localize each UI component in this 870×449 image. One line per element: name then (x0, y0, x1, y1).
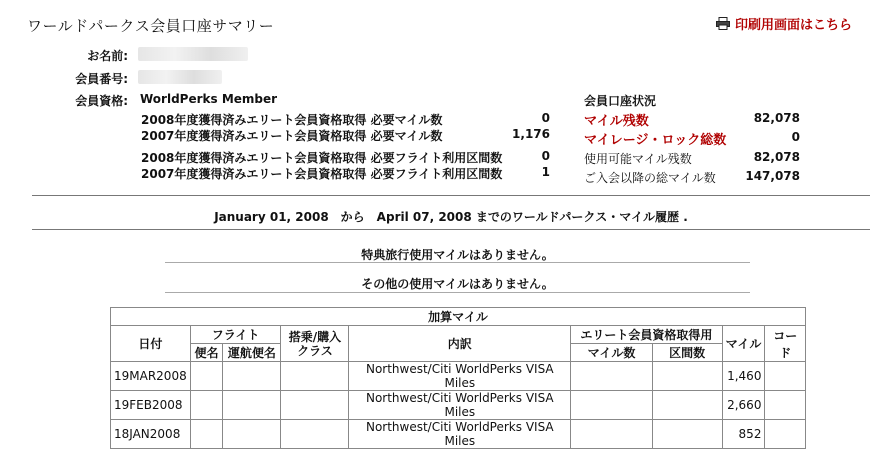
table-caption: 加算マイル (111, 308, 806, 326)
printer-icon (716, 17, 730, 30)
total-miles-label: ご入会以降の総マイル数 (584, 171, 716, 185)
award-miles-message: 特典旅行使用マイルはありません。 (361, 248, 554, 262)
col-elite: エリート会員資格取得用 (571, 326, 722, 344)
col-detail: 内訳 (349, 326, 571, 362)
print-link-label[interactable]: 印刷用画面はこちら (734, 18, 852, 33)
col-date: 日付 (111, 326, 191, 362)
elite-2007-miles-value: 1,176 (512, 127, 550, 141)
accrued-miles-table (110, 307, 806, 449)
print-view-link[interactable] (716, 14, 852, 33)
usable-miles-label: 使用可能マイル残数 (584, 152, 692, 166)
col-elite-segments: 区間数 (652, 344, 722, 362)
col-flight-no: 便名 (190, 344, 223, 362)
table-row (111, 362, 806, 391)
col-miles: マイル (722, 326, 765, 362)
mileage-lock-value: 0 (791, 130, 800, 144)
divider-top (32, 195, 870, 196)
miles-balance-value: 82,078 (753, 111, 800, 125)
other-underline (165, 292, 750, 293)
history-range: January 01, 2008 から April 07, 2008 までのワールドパークス・マイル履歴 . (214, 210, 688, 224)
row-miles: 1,460 (722, 362, 765, 391)
col-operating: 運航便名 (223, 344, 281, 362)
elite-2008-segments-value: 0 (541, 149, 550, 163)
col-elite-miles: マイル数 (571, 344, 652, 362)
row-date: 19MAR2008 (111, 362, 191, 391)
usable-miles-value: 82,078 (753, 150, 800, 164)
col-class: 搭乗/購入 クラス (281, 326, 349, 362)
row-miles: 852 (722, 420, 765, 449)
account-status-heading: 会員口座状況 (584, 94, 657, 108)
row-date: 18JAN2008 (111, 420, 191, 449)
status-value: WorldPerks Member (140, 92, 278, 106)
mileage-lock-label: マイレージ・ロック総数 (584, 133, 727, 148)
elite-2008-segments-label: 2008年度獲得済みエリート会員資格取得 必要フライト利用区間数 (141, 151, 503, 165)
page-title: ワールドパークス会員口座サマリー (27, 17, 275, 35)
col-flight: フライト (190, 326, 281, 344)
elite-2007-segments-value: 1 (541, 165, 550, 179)
col-code: コード (765, 326, 806, 362)
member-number-redacted (138, 70, 222, 84)
elite-2007-segments-label: 2007年度獲得済みエリート会員資格取得 必要フライト利用区間数 (141, 167, 503, 181)
member-number-label: 会員番号: (75, 72, 128, 86)
table-row (111, 391, 806, 420)
divider-bottom (32, 229, 870, 230)
elite-2008-miles-label: 2008年度獲得済みエリート会員資格取得 必要マイル数 (141, 113, 443, 127)
name-value-redacted (138, 47, 248, 61)
award-underline (165, 262, 750, 263)
status-label: 会員資格: (75, 94, 128, 108)
total-miles-value: 147,078 (745, 169, 800, 183)
row-miles: 2,660 (722, 391, 765, 420)
other-miles-message: その他の使用マイルはありません。 (361, 277, 554, 291)
elite-2007-miles-label: 2007年度獲得済みエリート会員資格取得 必要マイル数 (141, 129, 443, 143)
row-detail: Northwest/Citi WorldPerks VISA Miles (349, 362, 571, 391)
row-date: 19FEB2008 (111, 391, 191, 420)
row-detail: Northwest/Citi WorldPerks VISA Miles (349, 391, 571, 420)
miles-balance-label: マイル残数 (584, 114, 649, 129)
row-detail: Northwest/Citi WorldPerks VISA Miles (349, 420, 571, 449)
elite-2008-miles-value: 0 (541, 111, 550, 125)
name-label: お名前: (87, 49, 128, 63)
